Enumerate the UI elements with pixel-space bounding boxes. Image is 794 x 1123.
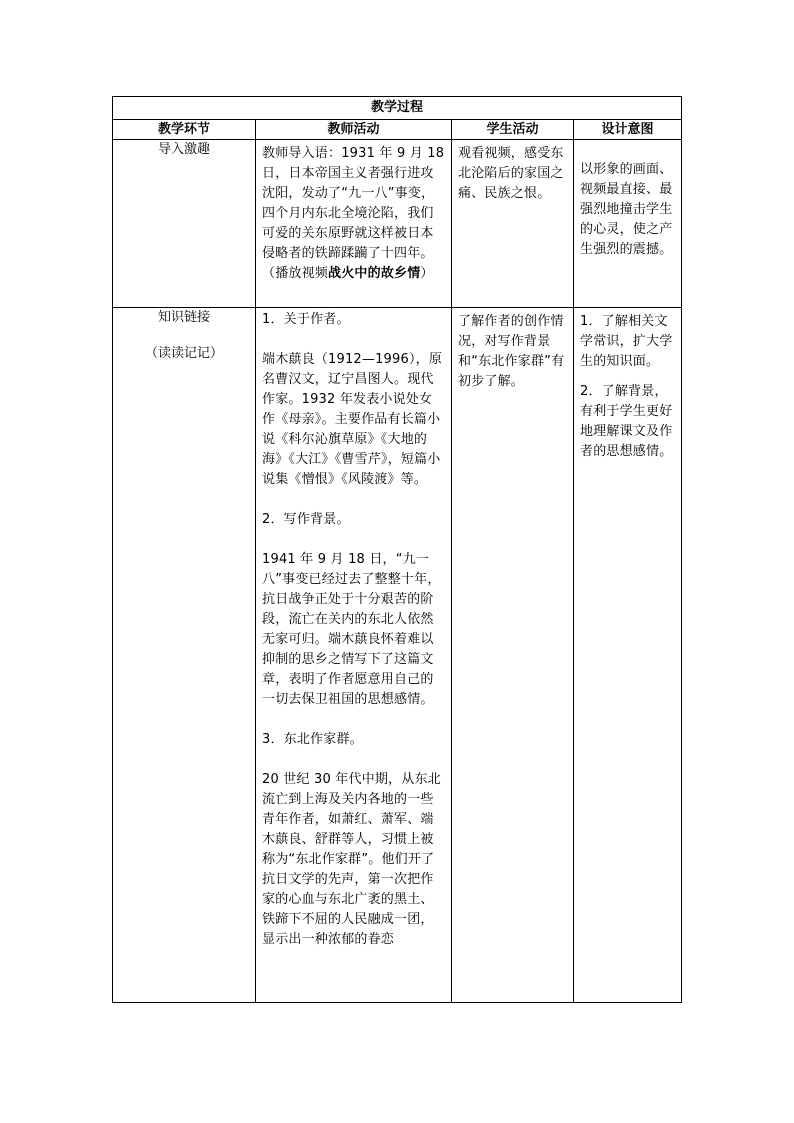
header-student-activity: 学生活动: [452, 120, 574, 140]
student-text: 了解作者的创作情况，对写作背景和“东北作家群”有初步了解。: [458, 314, 565, 389]
header-stage: 教学环节: [113, 120, 256, 140]
teacher-cell: [256, 140, 452, 308]
stage-sublabel: （读读记记）: [144, 346, 223, 361]
table-row: [113, 140, 682, 308]
header-row: [113, 120, 682, 140]
student-text: 观看视频，感受东北沦陷后的家国之痛、民族之恨。: [458, 146, 564, 201]
table-title: 教学过程: [113, 97, 682, 120]
stage-cell: [113, 140, 256, 308]
student-cell: [452, 308, 574, 1003]
section-heading-writers-group: 3．东北作家群。: [262, 732, 363, 747]
stage-label: 知识链接: [157, 310, 210, 325]
teacher-text: 教师导入语：1931 年 9 月 18 日，日本帝国主义者强行进攻沈阳，发动了“九一八”事变，四个月内东北全境沦陷，我们可爱的关东原野就这样被日本侵略者的铁蹄蹂躏了十四年。（播放视频战火中的故乡情）: [262, 146, 445, 281]
intent-cell: [574, 308, 682, 1003]
student-cell: [452, 140, 574, 308]
section-heading-background: 2．写作背景。: [262, 512, 350, 527]
stage-cell: [113, 308, 256, 1003]
teaching-process-table: [112, 96, 682, 1003]
teacher-cell: [256, 308, 452, 1003]
video-title: 战火中的故乡情: [328, 266, 421, 281]
intent-text: 以形象的画面、视频最直接、最强烈地撞击学生的心灵，使之产生强烈的震撼。: [580, 162, 673, 257]
table-row: [113, 308, 682, 1003]
intent-point-2: 2．了解背景，有利于学生更好地理解课文及作者的思想感情。: [580, 384, 673, 459]
section-heading-author: 1．关于作者。: [262, 312, 350, 327]
header-teacher-activity: 教师活动: [256, 120, 452, 140]
intent-cell: [574, 140, 682, 308]
header-design-intent: 设计意图: [574, 120, 682, 140]
intent-point-1: 1．了解相关文学常识，扩大学生的知识面。: [580, 314, 673, 369]
background-paragraph: 1941 年 9 月 18 日，“九一八”事变已经过去了整整十年，抗日战争正处于十分艰苦的阶段，流亡在关内的东北人依然无家可归。端木蕻良怀着难以抑制的思乡之情写下了这篇文章，表明了作者愿意用自己的一切去保卫祖国的思想感情。: [262, 552, 441, 707]
author-paragraph: 端木蕻良（1912—1996），原名曹汉文，辽宁昌图人。现代作家。1932 年发表小说处女作《母亲》。主要作品有长篇小说《科尔沁旗草原》《大地的海》《大江》《曹雪芹》，短篇小说集《憎恨》《风陵渡》等。: [262, 352, 443, 487]
stage-label: 导入激趣: [157, 142, 210, 157]
writers-group-paragraph: 20 世纪 30 年代中期，从东北流亡到上海及关内各地的一些青年作者，如萧红、萧军、端木蕻良、舒群等人，习惯上被称为“东北作家群”。他们开了抗日文学的先声，第一次把作家的心血与东北广袤的黑土、铁蹄下不屈的人民融成一团，显示出一种浓郁的眷恋: [262, 772, 441, 947]
